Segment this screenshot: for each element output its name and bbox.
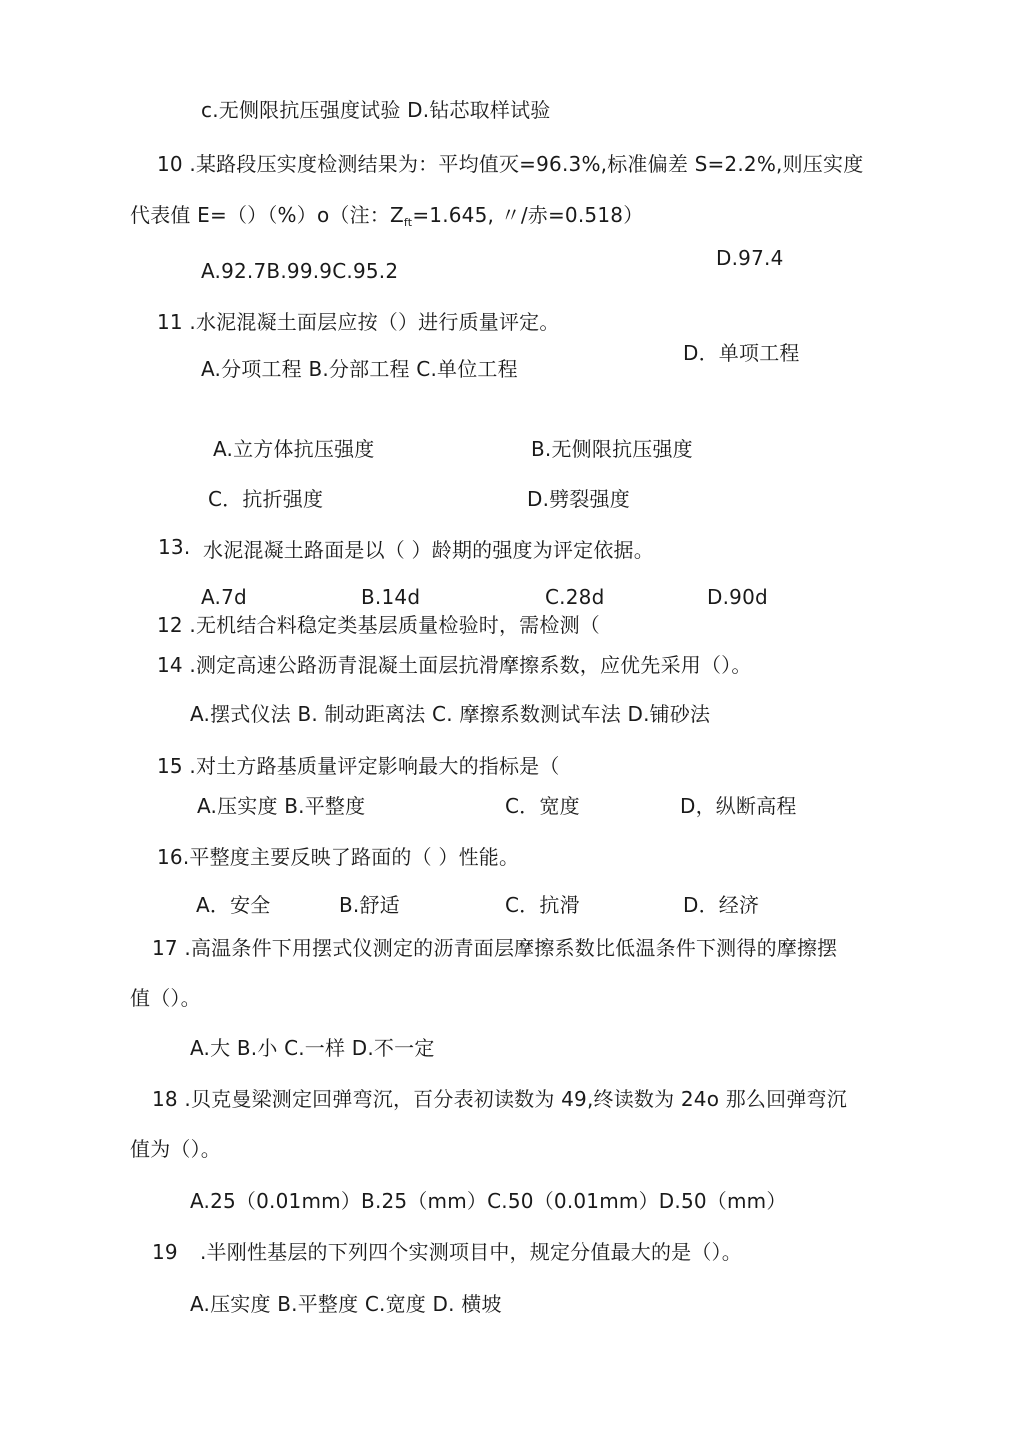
question-10-formula-subscript: ft: [403, 216, 413, 229]
question-11-options-abc: A.分项工程 B.分部工程 C.单位工程: [201, 357, 518, 381]
question-10-formula-post: =1.645, 〃/赤=0.518）: [412, 203, 644, 227]
question-10-line-1: 10 .某路段压实度检测结果为：平均值灭=96.3%,标准偏差 S=2.2%,则压实度: [157, 152, 864, 176]
question-16-option-a: A．安全: [196, 893, 271, 917]
question-13-number: 13.: [158, 535, 191, 559]
question-15-option-d: D，纵断高程: [680, 794, 797, 818]
question-12-option-a: A.立方体抗压强度: [213, 437, 375, 461]
question-16: 16.平整度主要反映了路面的（ ）性能。: [157, 845, 520, 869]
question-10-options-abc: A.92.7B.99.9C.95.2: [201, 259, 399, 283]
question-10-option-d: D.97.4: [716, 246, 784, 270]
question-17-line-2: 值（）。: [130, 986, 201, 1010]
question-13-option-d: D.90d: [707, 585, 768, 609]
question-17-options: A.大 B.小 C.一样 D.不一定: [190, 1036, 435, 1060]
question-13-option-a: A.7d: [201, 585, 247, 609]
question-10-line-2: [130, 203, 643, 235]
question-11-option-d: D．单项工程: [683, 341, 800, 365]
question-18-options: A.25（0.01mm）B.25（mm）C.50（0.01mm）D.50（mm）: [190, 1189, 787, 1213]
question-13-option-b: B.14d: [361, 585, 421, 609]
question-13-option-c: C.28d: [545, 585, 605, 609]
question-16-option-c: C．抗滑: [505, 893, 580, 917]
question-15-options-ab: A.压实度 B.平整度: [197, 794, 366, 818]
question-12-option-b: B.无侧限抗压强度: [531, 437, 693, 461]
question-19-number: 19: [152, 1240, 178, 1264]
question-10-formula-pre: 代表值 E=（）（%）o（注：Z: [130, 203, 404, 227]
question-12: 12 .无机结合料稳定类基层质量检验时，需检测（: [157, 613, 600, 637]
question-19-options: A.压实度 B.平整度 C.宽度 D. 横坡: [190, 1292, 502, 1316]
question-14: 14 .测定高速公路沥青混凝土面层抗滑摩擦系数，应优先采用（）。: [157, 653, 752, 677]
question-15: 15 .对土方路基质量评定影响最大的指标是（: [157, 754, 560, 778]
question-13-text: 水泥混凝土路面是以（ ）龄期的强度为评定依据。: [203, 538, 654, 562]
question-18-line-1: 18 .贝克曼梁测定回弹弯沉，百分表初读数为 49,终读数为 24o 那么回弹弯沉: [152, 1087, 847, 1111]
option-line-c-d: c.无侧限抗压强度试验 D.钻芯取样试验: [201, 98, 551, 122]
question-11: 11 .水泥混凝土面层应按（）进行质量评定。: [157, 310, 560, 334]
question-12-option-c: C．抗折强度: [208, 487, 324, 511]
question-15-option-c: C．宽度: [505, 794, 580, 818]
question-16-option-b: B.舒适: [339, 893, 400, 917]
question-14-options: A.摆式仪法 B. 制动距离法 C. 摩擦系数测试车法 D.铺砂法: [190, 702, 711, 726]
question-17-line-1: 17 .高温条件下用摆式仪测定的沥青面层摩擦系数比低温条件下测得的摩擦摆: [152, 936, 838, 960]
question-18-line-2: 值为（）。: [130, 1137, 221, 1161]
question-19-text: .半刚性基层的下列四个实测项目中，规定分值最大的是（）。: [200, 1240, 742, 1264]
question-12-option-d: D.劈裂强度: [527, 487, 630, 511]
question-16-option-d: D．经济: [683, 893, 760, 917]
